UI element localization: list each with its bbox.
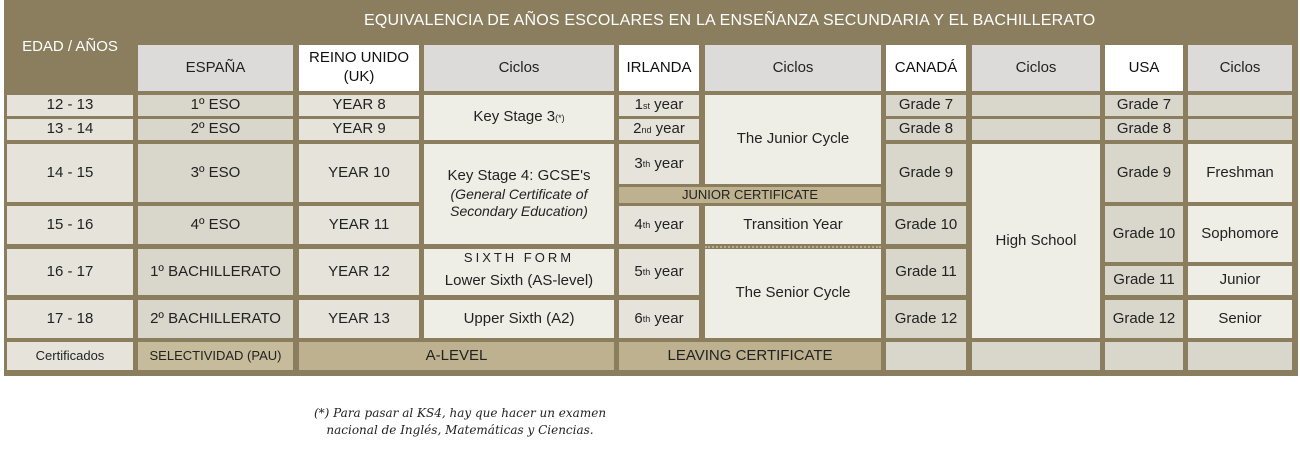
ks3-label: Key Stage 3	[473, 108, 556, 126]
canada-grade-cell: Grade 8	[886, 119, 966, 140]
uk-certificate: A-LEVEL	[299, 342, 614, 370]
footnote-line-1: (*) Para pasar al KS4, hay que hacer un examen	[313, 406, 607, 420]
usa-cycle-empty	[1188, 95, 1292, 116]
espana-cell: 3º ESO	[138, 144, 293, 202]
footnote-line-2: nacional de Inglés, Matemáticas y Ciencias.	[326, 423, 594, 438]
uk-year-cell: YEAR 9	[299, 119, 419, 140]
uk-year-cell: YEAR 12	[299, 249, 419, 295]
dotted-divider	[705, 246, 881, 248]
usa-cycle-freshman: Freshman	[1188, 144, 1292, 202]
usa-cycle-junior: Junior	[1188, 266, 1292, 295]
age-cell: 16 - 17	[7, 249, 133, 295]
canada-grade-cell: Grade 11	[886, 249, 966, 295]
usa-grade-cell: Grade 11	[1105, 266, 1183, 295]
ks4-description: (General Certificate of Secondary Education)	[450, 185, 588, 220]
canada-cycle-empty	[972, 95, 1100, 116]
canada-high-school: High School	[972, 144, 1100, 338]
canada-certificate-empty	[886, 342, 966, 370]
espana-cell: 2º ESO	[138, 119, 293, 140]
usa-grade-cell: Grade 7	[1105, 95, 1183, 116]
age-column-header: EDAD / AÑOS	[22, 38, 118, 55]
usa-cycle-senior: Senior	[1188, 300, 1292, 338]
uk-year-cell: YEAR 11	[299, 206, 419, 244]
espana-cell: 4º ESO	[138, 206, 293, 244]
canada-certificate-empty	[972, 342, 1100, 370]
junior-certificate-band: JUNIOR CERTIFICATE	[619, 187, 881, 203]
ireland-certificate: LEAVING CERTIFICATE	[619, 342, 881, 370]
table-title: EQUIVALENCIA DE AÑOS ESCOLARES EN LA ENSEÑANZA SECUNDARIA Y EL BACHILLERATO	[364, 12, 1096, 29]
age-cell: 17 - 18	[7, 300, 133, 338]
canada-grade-cell: Grade 9	[886, 144, 966, 202]
ireland-year-cell: 4 th year	[619, 206, 699, 244]
age-cell: 15 - 16	[7, 206, 133, 244]
header-canada: CANADÁ	[886, 45, 966, 91]
uk-year-cell: YEAR 10	[299, 144, 419, 202]
footnote	[300, 405, 620, 440]
usa-cycle-sophomore: Sophomore	[1188, 206, 1292, 262]
ireland-junior-cycle: The Junior Cycle	[705, 95, 881, 184]
usa-grade-cell: Grade 8	[1105, 119, 1183, 140]
canada-grade-cell: Grade 10	[886, 206, 966, 244]
ireland-year-cell: 5 th year	[619, 249, 699, 295]
usa-certificate-empty	[1188, 342, 1292, 370]
espana-cell: 1º BACHILLERATO	[138, 249, 293, 295]
ireland-year-cell: 2 nd year	[619, 119, 699, 140]
header-ciclos-ie: Ciclos	[705, 45, 881, 91]
uk-cycle-sixth-form	[424, 249, 614, 295]
ireland-year-cell: 3 th year	[619, 144, 699, 184]
canada-grade-cell: Grade 7	[886, 95, 966, 116]
uk-year-cell: YEAR 13	[299, 300, 419, 338]
header-irlanda: IRLANDA	[619, 45, 699, 91]
usa-grade-cell: Grade 12	[1105, 300, 1183, 338]
uk-cycle-ks3: Key Stage 3 (*)	[424, 95, 614, 140]
canada-grade-cell: Grade 12	[886, 300, 966, 338]
espana-cell: 1º ESO	[138, 95, 293, 116]
age-cell: 13 - 14	[7, 119, 133, 140]
age-cell: 12 - 13	[7, 95, 133, 116]
age-cell: 14 - 15	[7, 144, 133, 202]
uk-year-cell: YEAR 8	[299, 95, 419, 116]
header-usa: USA	[1105, 45, 1183, 91]
ireland-year-cell: 1 st year	[619, 95, 699, 116]
ireland-senior-cycle: The Senior Cycle	[705, 249, 881, 338]
certificates-label: Certificados	[7, 342, 133, 370]
usa-certificate-empty	[1105, 342, 1183, 370]
header-ciclos-uk: Ciclos	[424, 45, 614, 91]
ireland-year-cell: 6 th year	[619, 300, 699, 338]
espana-certificate: SELECTIVIDAD (PAU)	[138, 342, 293, 370]
uk-cycle-ks4	[424, 144, 614, 244]
lower-sixth-label: Lower Sixth (AS-level)	[444, 272, 594, 290]
ks4-label: Key Stage 4: GCSE's	[447, 167, 591, 185]
header-ciclos-us: Ciclos	[1188, 45, 1292, 91]
header-reino-unido: REINO UNIDO (UK)	[299, 45, 419, 91]
usa-grade-cell: Grade 10	[1105, 206, 1183, 262]
espana-cell: 2º BACHILLERATO	[138, 300, 293, 338]
ireland-transition-year: Transition Year	[705, 206, 881, 244]
usa-cycle-empty	[1188, 119, 1292, 140]
sixth-form-label: SIXTH FORM	[463, 250, 575, 265]
header-espana: ESPAÑA	[138, 45, 293, 91]
usa-grade-cell: Grade 9	[1105, 144, 1183, 202]
uk-cycle-upper-sixth: Upper Sixth (A2)	[424, 300, 614, 338]
canada-cycle-empty	[972, 119, 1100, 140]
header-ciclos-ca: Ciclos	[972, 45, 1100, 91]
